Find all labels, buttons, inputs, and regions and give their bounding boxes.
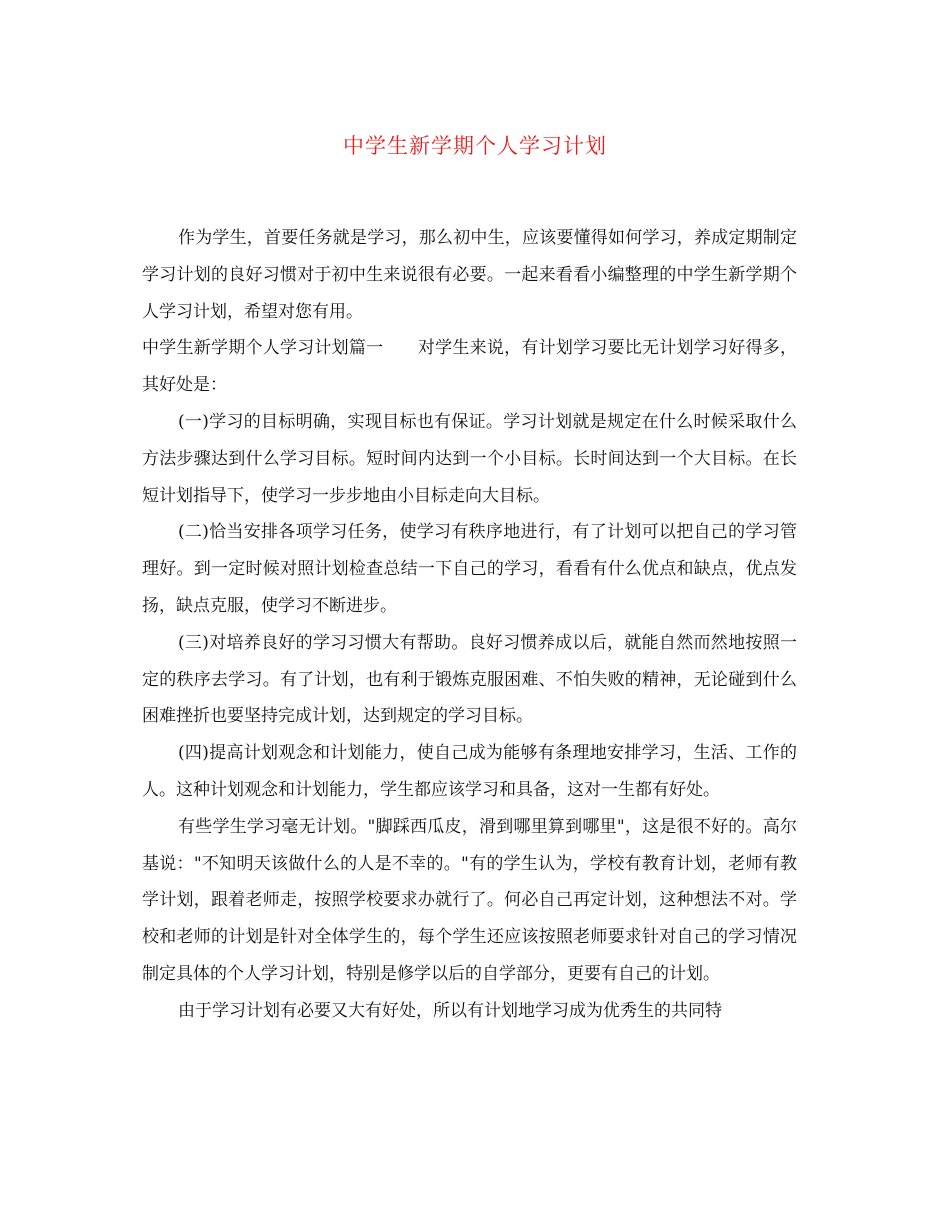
paragraph-point-4: (四)提高计划观念和计划能力，使自己成为能够有条理地安排学习，生活、工作的人。这种计划观念和计划能力，学生都应该学习和具备，这对一生都有好处。: [142, 743, 797, 800]
document-body: [142, 220, 797, 1030]
paragraph-conclusion: 由于学习计划有必要又大有好处，所以有计划地学习成为优秀生的共同特: [178, 1000, 722, 1021]
paragraph-intro: 作为学生，首要任务就是学习，那么初中生，应该要懂得如何学习，养成定期制定学习计划的良好习惯对于初中生来说很有必要。一起来看看小编整理的中学生新学期个人学习计划，希望对您有用。: [142, 228, 797, 322]
paragraph-point-3: (三)对培养良好的学习习惯大有帮助。良好习惯养成以后，就能自然而然地按照一定的秩序去学习。有了计划，也有利于锻炼克服困难、不怕失败的精神，无论碰到什么困难挫折也要坚持完成计划，达到规定的学习目标。: [142, 632, 797, 727]
paragraph-point-1: (一)学习的目标明确，实现目标也有保证。学习计划就是规定在什么时候采取什么方法步骤达到什么学习目标。短时间内达到一个小目标。长时间达到一个大目标。在长短计划指导下，使学习一步步地由小目标走向大目标。: [142, 411, 797, 506]
paragraph-section-heading: 中学生新学期个人学习计划篇一 对学生来说，有计划学习要比无计划学习好得多，其好处是：: [142, 338, 797, 396]
paragraph-discussion: 有些学生学习毫无计划。"脚踩西瓜皮，滑到哪里算到哪里"，这是很不好的。高尔基说："不知明天该做什么的人是不幸的。"有的学生认为，学校有教育计划，老师有教学计划，跟着老师走，按照学校要求办就行了。何必自己再定计划，这种想法不对。学校和老师的计划是针对全体学生的，每个学生还应该按照老师要求针对自己的学习情况制定具体的个人学习计划，特别是修学以后的自学部分，更要有自己的计划。: [142, 816, 797, 984]
document-title: 中学生新学期个人学习计划: [343, 134, 607, 158]
paragraph-point-2: (二)恰当安排各项学习任务，使学习有秩序地进行，有了计划可以把自己的学习管理好。到一定时候对照计划检查总结一下自己的学习，看看有什么优点和缺点，优点发扬，缺点克服，使学习不断进步。: [142, 522, 797, 616]
